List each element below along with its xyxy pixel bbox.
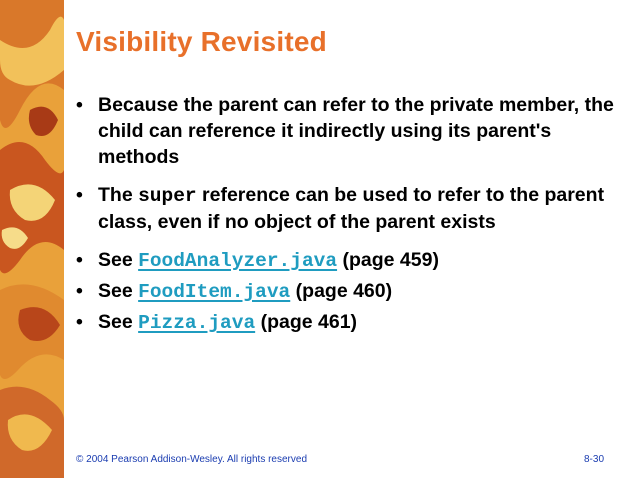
bullet-list bbox=[76, 92, 624, 336]
bullet-dot: • bbox=[76, 280, 83, 302]
bullet-item bbox=[76, 247, 624, 274]
bullet-dot: • bbox=[76, 249, 83, 271]
bullet-suffix: (page 460) bbox=[290, 280, 393, 302]
bullet-suffix: (page 461) bbox=[255, 311, 358, 333]
bullet-prefix: See bbox=[98, 311, 139, 333]
bullet-dot: • bbox=[76, 94, 83, 116]
bullet-text: Because the parent can refer to the private member, the child can reference it indirectly using its parent's methods bbox=[98, 94, 614, 168]
bullet-item bbox=[76, 182, 624, 235]
bullet-item bbox=[76, 92, 624, 170]
link-pizza-java[interactable]: Pizza.java bbox=[138, 312, 256, 334]
bullet-suffix: reference can be used to refer to the parent class, even if no object of the parent exists bbox=[98, 184, 605, 233]
autumn-leaves-strip bbox=[0, 0, 64, 478]
slide-title: Visibility Revisited bbox=[76, 26, 327, 57]
inline-code-super: super bbox=[138, 185, 197, 207]
bullet-item bbox=[76, 309, 624, 336]
bullet-prefix: See bbox=[98, 249, 139, 271]
link-fooditem-java[interactable]: FoodItem.java bbox=[138, 281, 291, 303]
bullet-prefix: The bbox=[98, 184, 139, 206]
bullet-dot: • bbox=[76, 311, 83, 333]
bullet-item bbox=[76, 278, 624, 305]
link-foodanalyzer-java[interactable]: FoodAnalyzer.java bbox=[138, 250, 338, 272]
slide-number: 8-30 bbox=[583, 454, 604, 465]
copyright-footer: © 2004 Pearson Addison-Wesley. All rights reserved bbox=[76, 454, 308, 465]
bullet-dot: • bbox=[76, 184, 83, 206]
bullet-suffix: (page 459) bbox=[337, 249, 439, 271]
bullet-prefix: See bbox=[98, 280, 139, 302]
